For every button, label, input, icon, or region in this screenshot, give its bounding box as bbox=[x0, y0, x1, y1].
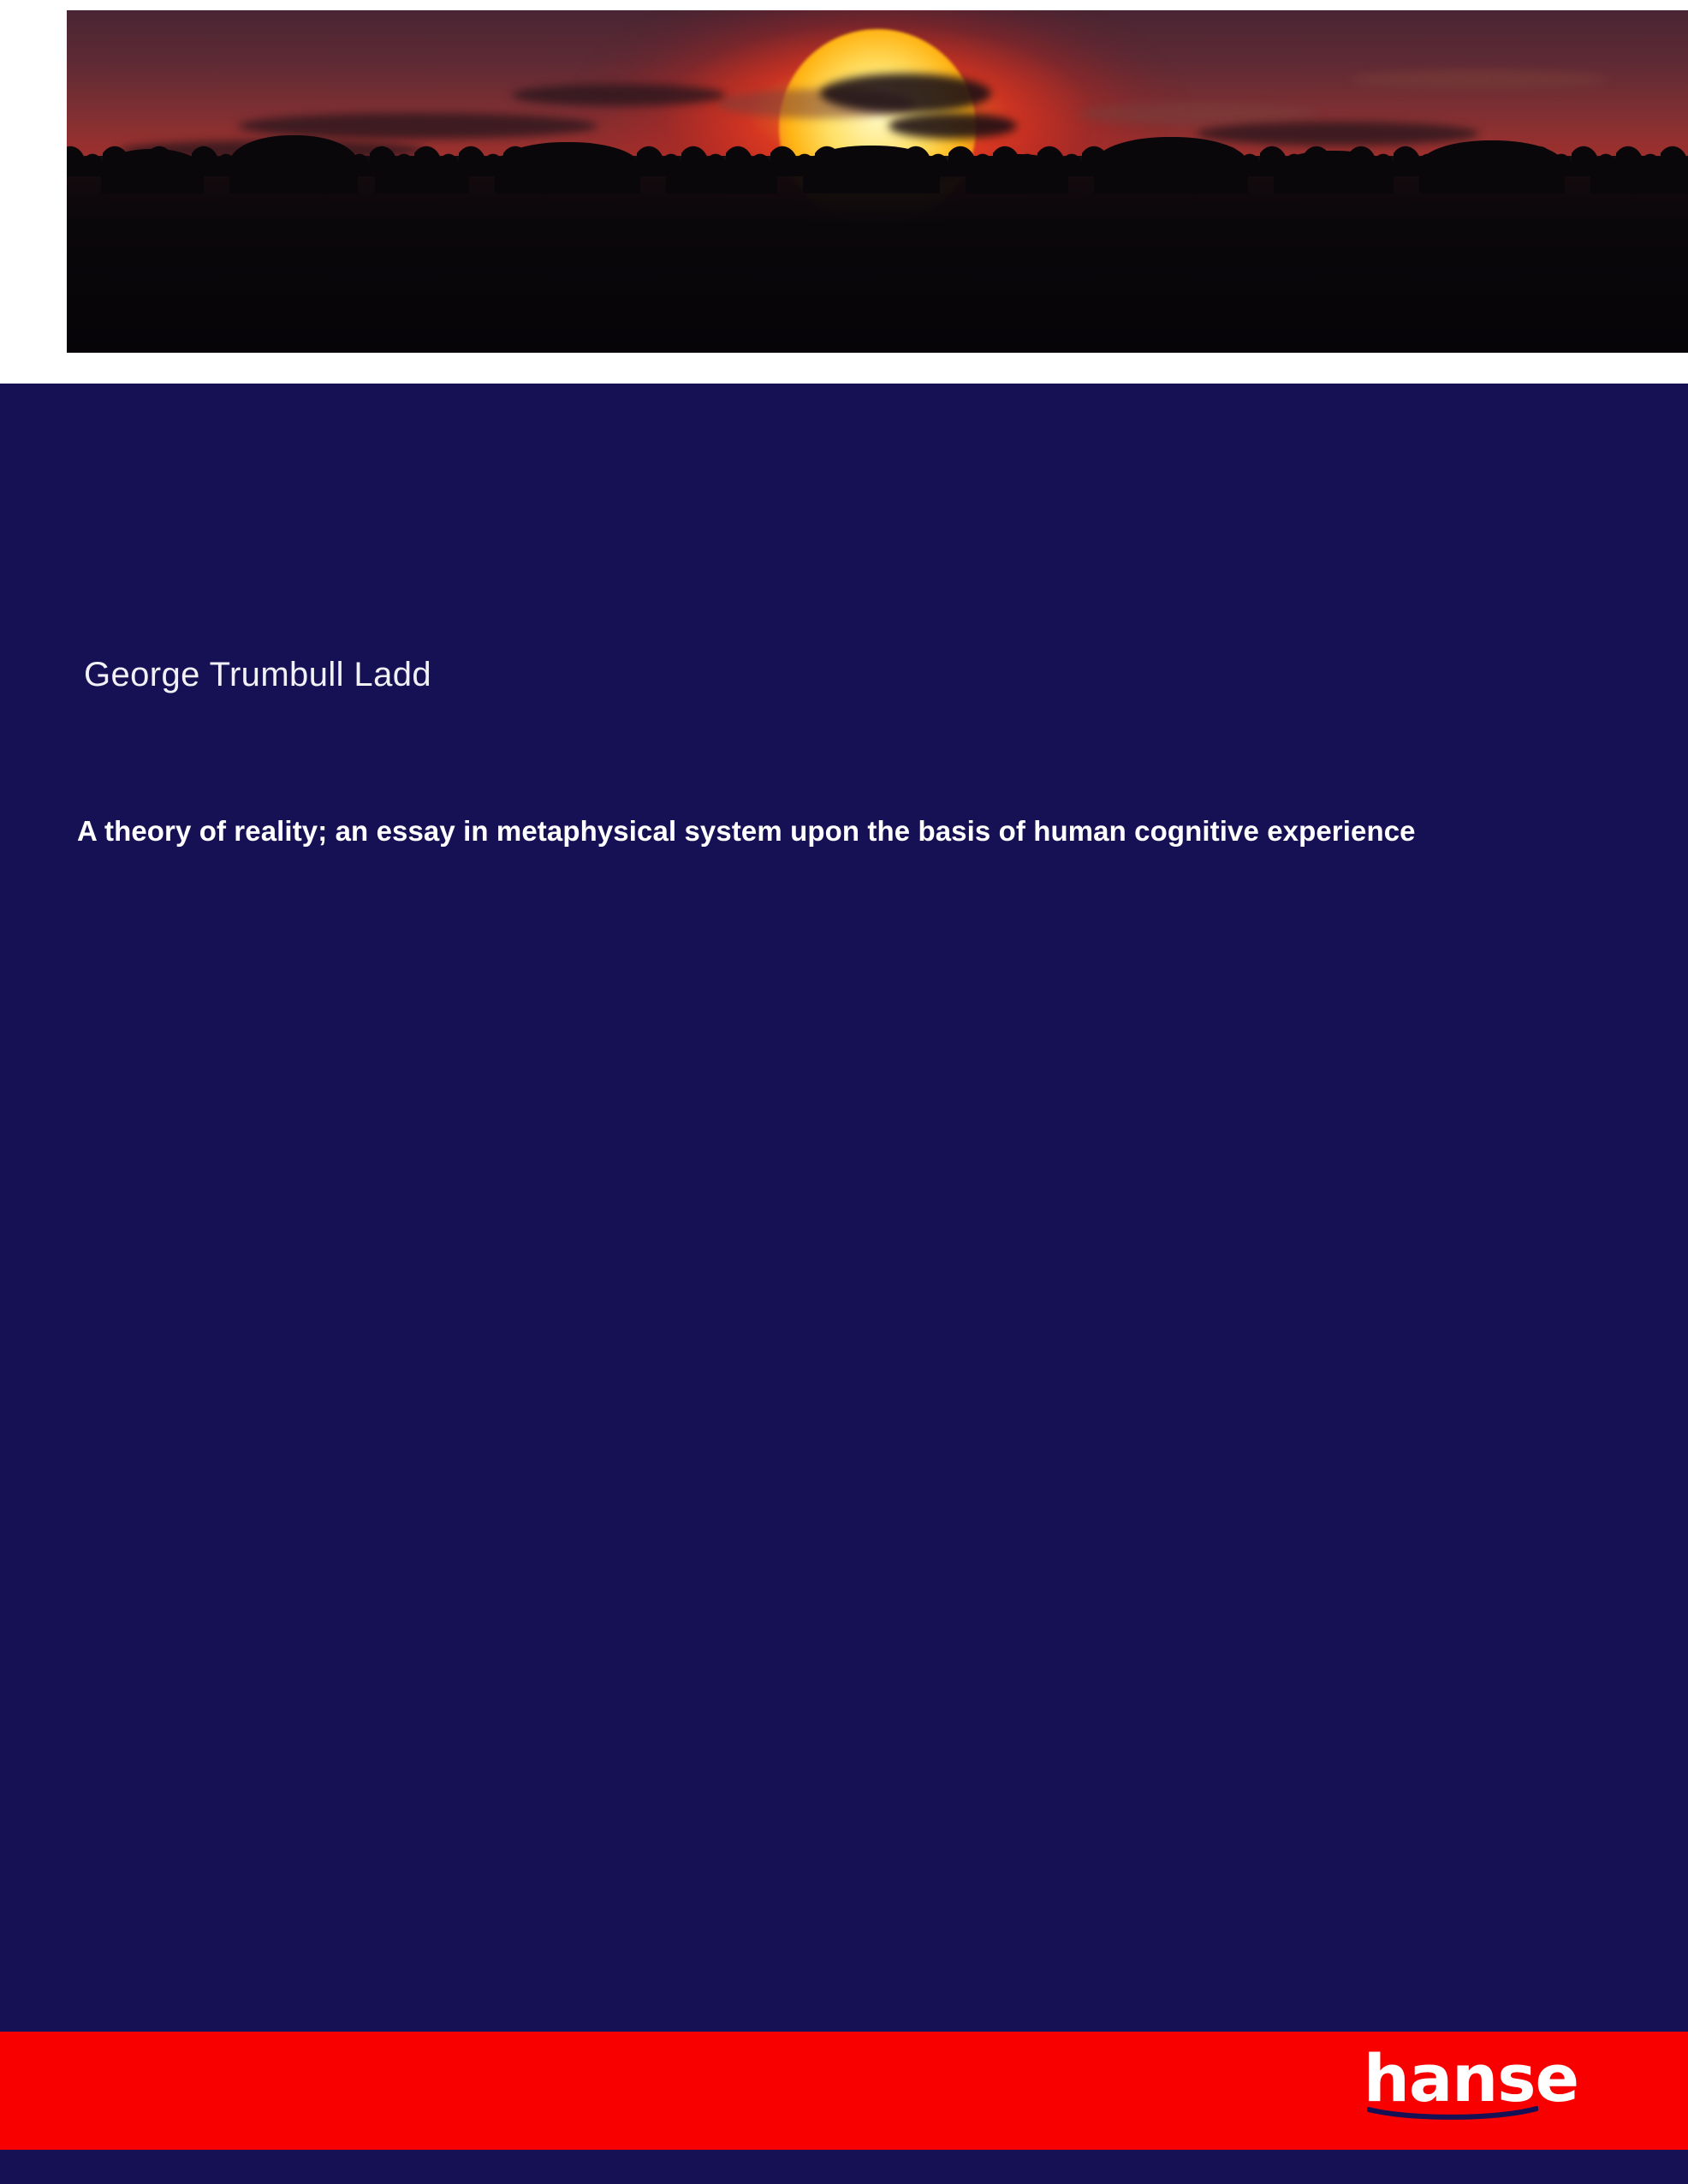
bottom-strip bbox=[0, 2150, 1688, 2184]
cloud-2 bbox=[820, 74, 991, 113]
tree-bump-4 bbox=[495, 142, 640, 193]
sunset-photo-image bbox=[67, 10, 1688, 353]
tree-bump-11 bbox=[1590, 156, 1688, 193]
tree-bump-1 bbox=[101, 149, 204, 193]
cover-photo bbox=[67, 10, 1688, 353]
tree-bump-3 bbox=[375, 156, 469, 193]
publisher-logo bbox=[1363, 2040, 1578, 2116]
tree-bump-5 bbox=[666, 159, 777, 193]
treeline-silhouette bbox=[67, 156, 1688, 353]
author-name: George Trumbull Ladd bbox=[84, 656, 432, 693]
cloud-10 bbox=[1351, 70, 1608, 89]
book-title: A theory of reality; an essay in metaphysical system upon the basis of human cognitive experience bbox=[77, 815, 1416, 847]
cover-body bbox=[0, 384, 1688, 2032]
tree-bump-7 bbox=[966, 154, 1068, 193]
tree-bump-9 bbox=[1274, 151, 1394, 193]
tree-bump-8 bbox=[1094, 137, 1248, 193]
tree-bump-10 bbox=[1419, 140, 1565, 193]
logo-underline-swoosh bbox=[1367, 2106, 1538, 2120]
tree-bump-6 bbox=[803, 146, 940, 193]
publisher-logo-text: hanse bbox=[1363, 2040, 1578, 2116]
tree-bump-2 bbox=[229, 135, 358, 193]
cloud-7 bbox=[512, 84, 726, 106]
